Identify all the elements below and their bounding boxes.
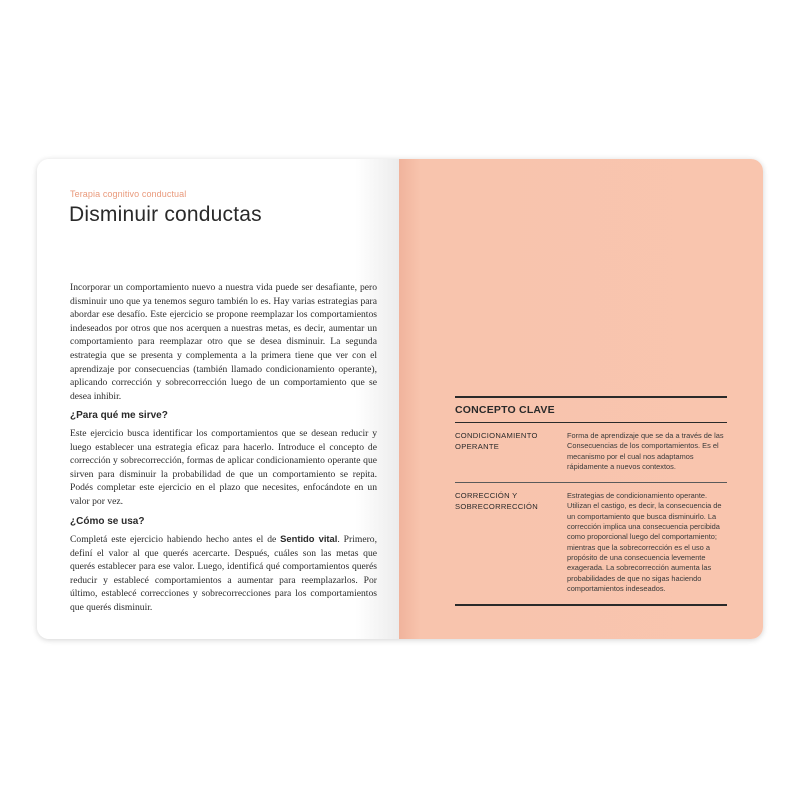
concept-bottom-rule — [455, 604, 727, 606]
purpose-heading: ¿Para qué me sirve? — [70, 410, 168, 422]
concept-term: CORRECCIÓN Y SOBRECORRECCIÓN — [455, 491, 538, 511]
usage-paragraph — [70, 532, 377, 615]
left-page — [37, 159, 399, 639]
purpose-paragraph: Este ejercicio busca identificar los comportamientos que se desean reducir y luego establecer una estrategia eficaz para hacerlo. Introduce el concepto de corrección y sobrecorrección, formas de aplicar condicionamiento operante que sirven para disminuir la probabilidad de que un comportamiento se repita. Podés completar este ejercicio en el plazo que necesites, enfocándote en un valor por vez. — [70, 427, 377, 507]
concept-definition: Forma de aprendizaje que se da a través de las Consecuencias de los comportamientos. Es el mecanismo por el cual nos adaptamos rápidamente a nuevos contextos. — [567, 431, 724, 471]
usage-bold-term: Sentido vital — [280, 533, 338, 545]
concept-header: CONCEPTO CLAVE — [455, 404, 555, 416]
right-page — [399, 159, 763, 639]
usage-prefix: Completá este ejercicio habiendo hecho antes el de — [70, 534, 281, 546]
page-title: Disminuir conductas — [69, 203, 262, 226]
body-text — [70, 281, 377, 615]
concept-row — [455, 483, 727, 604]
usage-heading: ¿Cómo se usa? — [70, 515, 145, 527]
concept-term: CONDICIONAMIENTO OPERANTE — [455, 431, 538, 451]
section-label: Terapia cognitivo conductual — [70, 189, 187, 199]
intro-paragraph: Incorporar un comportamiento nuevo a nuestra vida puede ser desafiante, pero disminuir uno que ya tenemos seguro también lo es. Hay varias estrategias para abordar ese desafío. Este ejercicio se propone reemplazar los comportamientos indeseados por otros que nos acerquen a nuestras metas, es decir, aumentar un comportamiento para reemplazar otro que se desea disminuir. La segunda estrategia que se presenta y complementa a la primera tiene que ver con el aprendizaje por consecuencias (también llamado condicionamiento operante), aplicando corrección y sobrecorrección luego de un comportamiento que se desea inhibir. — [70, 282, 377, 402]
usage-suffix: . Primero, definí el valor al que querés acercarte. Después, cuáles son las metas que querés establecer para ese valor. Luego, identificá qué comportamientos querés reducir y establecé comportamientos a aumentar para reemplazarlos. Por último, establecé correcciones y sobrecorrecciones para los comportamientos que querés disminuir. — [70, 534, 377, 614]
concept-box — [455, 396, 727, 606]
concept-definition: Estrategias de condicionamiento operante. Utilizan el castigo, es decir, la consecuencia de un comportamiento que busca disminuirlo. La corrección implica una consecuencia percibida como proporcional luego del comportamiento; mientras que la sobrecorrección es el uso a propósito de una consecuencia levemente exagerada. La sobrecorrección aumenta las probabilidades de que no sigas haciendo comportamientos indeseados. — [567, 491, 722, 593]
open-book — [37, 159, 763, 639]
concept-row — [455, 423, 727, 482]
